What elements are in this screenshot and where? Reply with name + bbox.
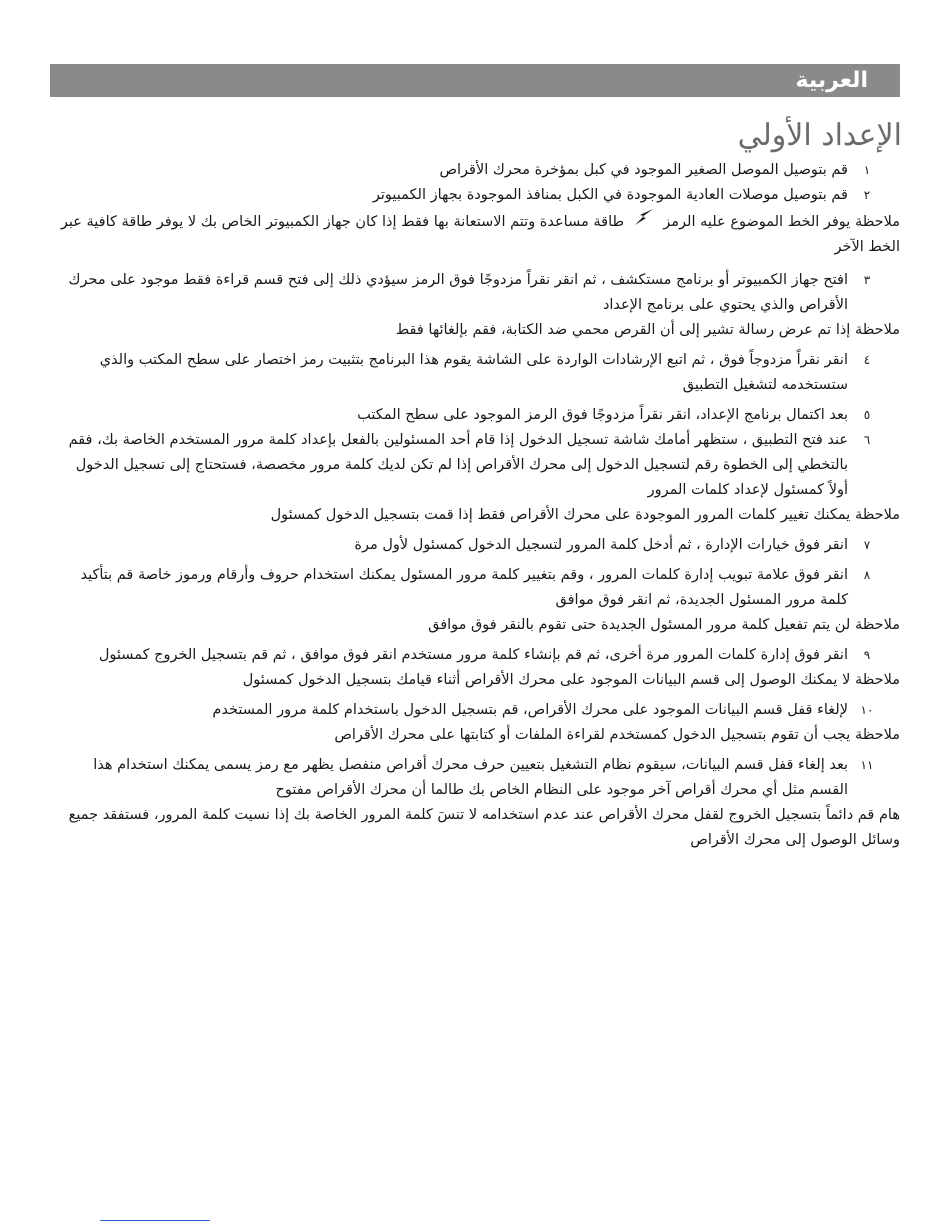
step-number: ٧ (863, 538, 871, 552)
lightning-bolt-icon (633, 208, 655, 235)
step-8 (52, 563, 900, 613)
step-number: ٤ (863, 353, 871, 367)
step-number: ٢ (863, 188, 871, 202)
language-header-bar (50, 64, 900, 97)
step-text: قم بتوصيل الموصل الصغير الموجود في كبل بمؤخرة محرك الأقراص (439, 162, 848, 178)
step-number: ١١ (860, 758, 874, 772)
step-number: ١٠ (860, 703, 874, 717)
step-1 (52, 158, 900, 183)
step-2 (52, 183, 900, 208)
page-title: الإعداد الأولي (737, 118, 902, 153)
step-2-note (52, 208, 900, 260)
step-11-important-note: هام قم دائماً بتسجيل الخروج لقفل محرك الأقراص عند عدم استخدامه لا تنسَ كلمة المرور الخاصة بك إذا نسيت كلمة المرور، فستفقد جميع وسائل الوصول إلى محرك الأقراص (68, 807, 900, 848)
step-9 (52, 643, 900, 668)
step-9-note: ملاحظة لا يمكنك الوصول إلى قسم البيانات الموجود على محرك الأقراص أثناء قيامك بتسجيل الدخول كمسئول (242, 672, 900, 688)
step-3 (52, 268, 900, 318)
step-6 (52, 428, 900, 503)
instructions (52, 158, 900, 853)
language-label: العربية (795, 68, 868, 93)
note-text-part-1: ملاحظة يوفر الخط الموضوع عليه الرمز (663, 214, 900, 230)
step-7 (52, 533, 900, 558)
note-text-part-2: طاقة مساعدة وتتم الاستعانة بها فقط إذا كان جهاز الكمبيوتر الخاص بك لا يوفر طاقة كافية عبر الخط الآخر (60, 214, 900, 255)
step-text: عند فتح التطبيق ، ستظهر أمامك شاشة تسجيل الدخول إذا قام أحد المسئولين بالفعل بإعداد كلمة مرور المستخدم الخاصة بك، فقم بالتخطي إلى الخطوة رقم لتسجيل الدخول إلى محرك الأقراص إذا لم تكن لديك كلمة مرور مخصصة، فستحتاج إلى تسجيل الدخول أولاً كمسئول لإعداد كلمات المرور (68, 432, 848, 498)
step-number: ٩ (863, 648, 871, 662)
step-number: ٥ (863, 408, 871, 422)
step-text: انقر فوق خيارات الإدارة ، ثم أدخل كلمة المرور لتسجيل الدخول كمسئول لأول مرة (354, 537, 848, 553)
step-text: افتح جهاز الكمبيوتر أو برنامج مستكشف ، ثم انقر نقراً مزدوجًا فوق الرمز سيؤدي ذلك إلى فتح قسم قراءة فقط موجود على محرك الأقراص والذي يحتوي على برنامج الإعداد (68, 272, 848, 313)
step-4 (52, 348, 900, 398)
step-text: انقر نقراً مزدوجاً فوق ، ثم اتبع الإرشادات الواردة على الشاشة يقوم هذا البرنامج بتثبيت رمز اختصار على سطح المكتب والذي ستستخدمه لتشغيل التطبيق (99, 352, 848, 393)
step-text: انقر فوق علامة تبويب إدارة كلمات المرور ، وقم بتغيير كلمة مرور المسئول يمكنك استخدام حروف وأرقام ورموز خاصة قم بتأكيد كلمة مرور المسئول الجديدة، ثم انقر فوق موافق (80, 567, 848, 608)
step-text: بعد إلغاء قفل قسم البيانات، سيقوم نظام التشغيل بتعيين حرف محرك أقراص منفصل يظهر مع رمز يسمى يمكنك استخدام هذا القسم مثل أي محرك أقراص آخر موجود على النظام الخاص بك طالما أن محرك الأقراص مفتوح (93, 757, 848, 798)
step-number: ٨ (863, 568, 871, 582)
step-text: قم بتوصيل موصلات العادية الموجودة في الكبل بمنافذ الموجودة بجهاز الكمبيوتر (372, 187, 848, 203)
step-10 (52, 698, 900, 723)
step-text: بعد اكتمال برنامج الإعداد، انقر نقراً مزدوجًا فوق الرمز الموجود على سطح المكتب (357, 407, 848, 423)
step-5 (52, 403, 900, 428)
step-3-note: ملاحظة إذا تم عرض رسالة تشير إلى أن القرص محمي ضد الكتابة، فقم بإلغائها فقط (395, 322, 900, 338)
step-number: ١ (863, 163, 871, 177)
step-8-note: ملاحظة لن يتم تفعيل كلمة مرور المسئول الجديدة حتى تقوم بالنقر فوق موافق (428, 617, 900, 633)
step-11 (52, 753, 900, 803)
step-6-note: ملاحظة يمكنك تغيير كلمات المرور الموجودة على محرك الأقراص فقط إذا قمت بتسجيل الدخول كمسئول (270, 507, 900, 523)
step-number: ٣ (863, 273, 871, 287)
step-text: انقر فوق إدارة كلمات المرور مرة أخرى، ثم قم بإنشاء كلمة مرور مستخدم انقر فوق موافق ، ثم قم بتسجيل الخروج كمسئول (98, 647, 848, 663)
step-10-note: ملاحظة يجب أن تقوم بتسجيل الدخول كمستخدم لقراءة الملفات أو كتابتها على محرك الأقراص (334, 727, 900, 743)
footnote-divider (100, 1220, 210, 1221)
step-text: لإلغاء قفل قسم البيانات الموجود على محرك الأقراص، قم بتسجيل الدخول باستخدام كلمة مرور المستخدم (212, 702, 848, 718)
step-number: ٦ (863, 433, 871, 447)
